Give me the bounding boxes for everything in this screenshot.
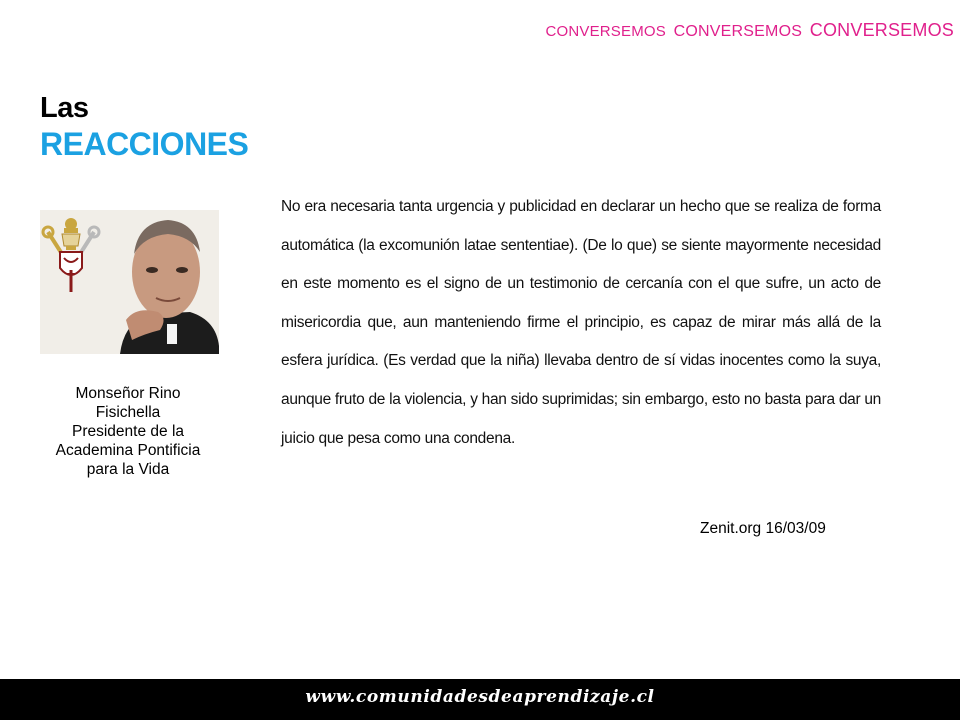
title-line-2: REACCIONES <box>40 126 249 162</box>
caption-line: Monseñor Rino <box>75 385 181 402</box>
header-word-3: CONVERSEMOS <box>809 20 954 40</box>
title-line-1: Las <box>40 92 89 124</box>
caption-line: Fisichella <box>95 404 161 421</box>
header-banner <box>542 20 954 41</box>
caption-line: Academina Pontificia <box>55 442 201 459</box>
caption-line: Presidente de la <box>71 423 185 440</box>
quote-source: Zenit.org 16/03/09 <box>700 520 826 537</box>
portrait-caption <box>28 384 228 479</box>
header-word-1: CONVERSEMOS <box>545 23 666 40</box>
portrait-photo <box>40 210 219 354</box>
header-word-2: CONVERSEMOS <box>673 23 803 40</box>
page-title <box>40 90 248 162</box>
footer-bar <box>0 679 960 720</box>
portrait-illustration <box>40 210 219 354</box>
quote-body: No era necesaria tanta urgencia y publicidad en declarar un hecho que se realiza de forma automática (la excomunión latae sententiae). (De lo que) se siente mayormente necesidad en este momento es el signo de un testimonio de cercanía con el que sufre, un acto de misericordia que, aun manteniendo firme el principio, es capaz de mirar más allá de la esfera jurídica. (Es verdad que la niña) llevaba dentro de sí vidas inocentes como la suya, aunque fruto de la violencia, y han sido suprimidas; sin embargo, esto no basta para dar un juicio que pesa como una condena. <box>281 198 881 447</box>
caption-line: para la Vida <box>86 461 170 478</box>
footer-url-link[interactable]: www.comunidadesdeaprendizaje.cl <box>305 687 655 707</box>
